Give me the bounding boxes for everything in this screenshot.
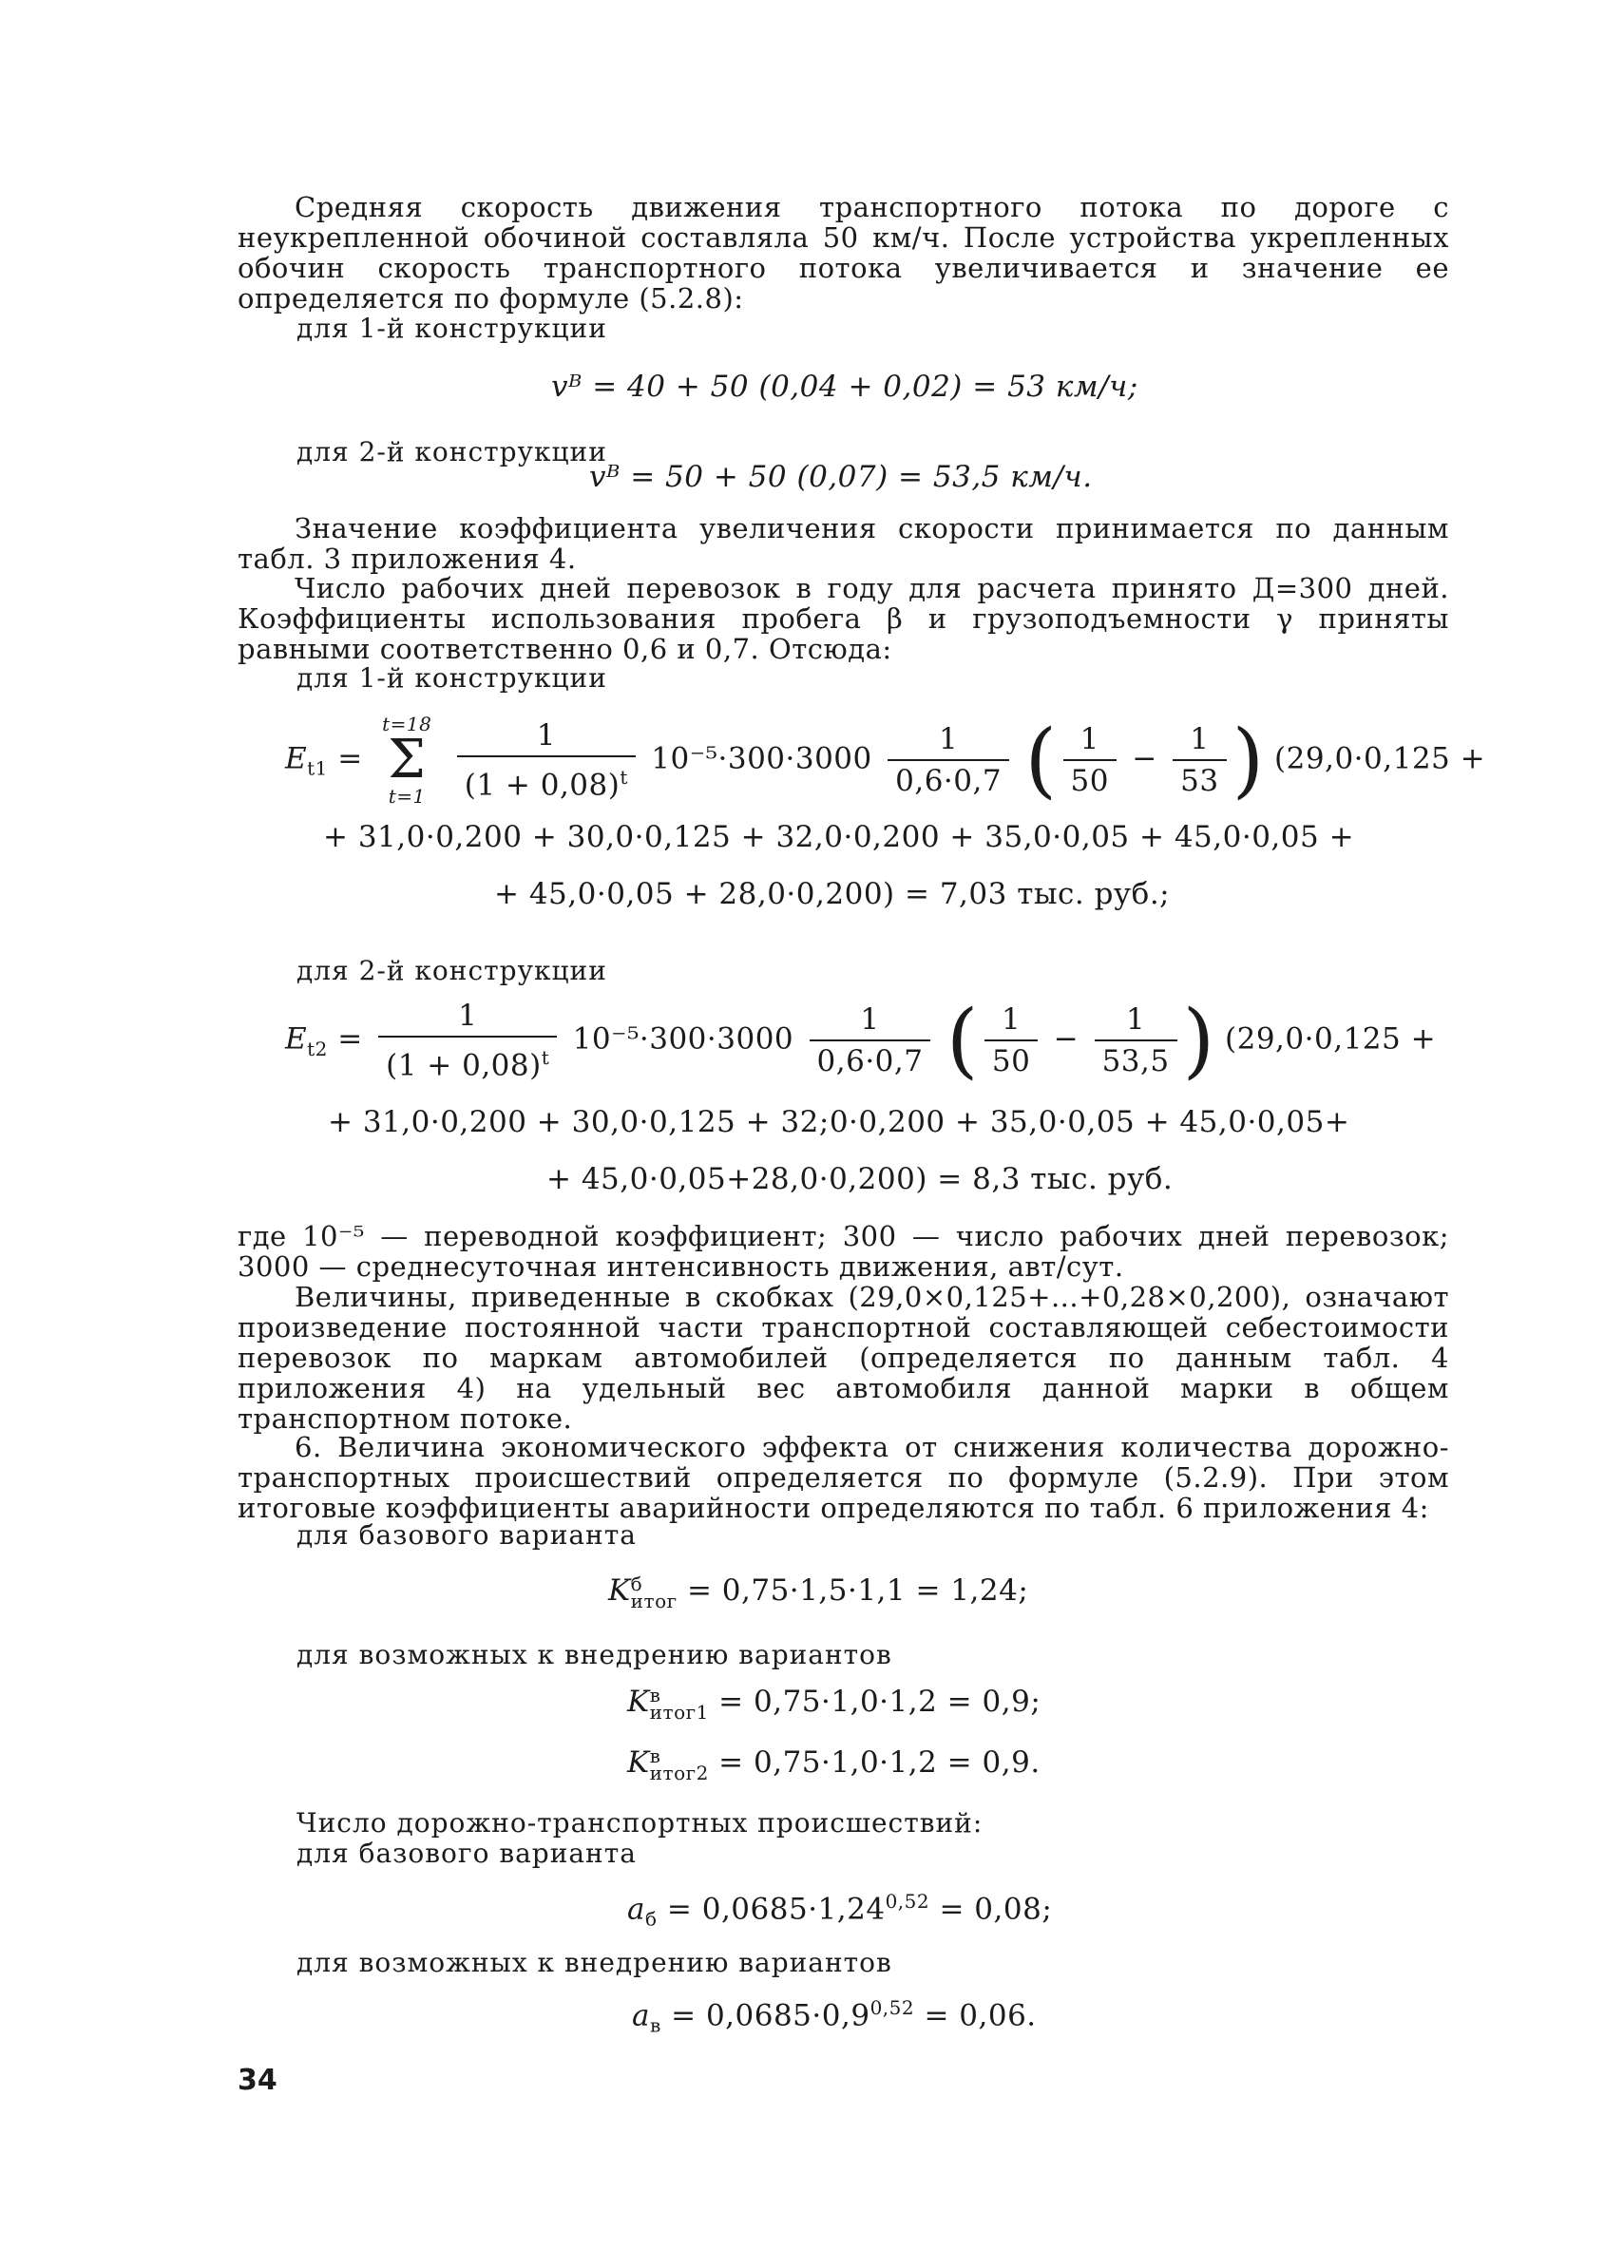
e2-frac-discount: $\frac{1}{(1 + 0,08)^t}$: [378, 998, 557, 1083]
e1-frac-53: $\frac{1}{53}$: [1173, 721, 1226, 799]
left-paren-icon: (: [1024, 713, 1058, 808]
sigma-icon: Σ: [388, 729, 427, 791]
e1-lhs: E: [285, 741, 308, 776]
label-construction-1: для 1-й конструкции: [296, 313, 607, 344]
paragraph-accident-effect: 6. Величина экономического эффекта от снижения количества дорожно-транспортных происшествий определяется по формуле (5.2.9). При этом итоговые коэффициенты аварийности определяются по табл. 6 приложения 4:: [238, 1431, 1449, 1524]
e1-minus: −: [1132, 741, 1157, 776]
label-base-variant-2: для базового варианта: [296, 1838, 637, 1869]
e1-frac-discount: $\frac{1}{(1 + 0,08)^t}$: [457, 717, 636, 803]
paragraph-speed-intro: Средняя скорость движения транспортного потока по дороге с неукрепленной обочиной составляла 50 км/ч. После устройства укрепленных обочин скорость транспортного потока увеличивается и значение ее определяется по формуле (5.2.8):: [238, 191, 1449, 314]
e1-sum-top: t=18: [382, 713, 432, 735]
e1-sum-bottom: t=1: [388, 785, 426, 808]
e2-frac-50: $\frac{1}{50}$: [984, 1001, 1038, 1079]
e1-mid: 10⁻⁵·300·3000: [651, 741, 872, 776]
e1-tail: (29,0·0,125 +: [1274, 741, 1486, 776]
e1-summation: [382, 715, 431, 806]
label-base-variant: для базового варианта: [296, 1519, 637, 1551]
e2-equals: =: [337, 1021, 363, 1057]
e2-lhs: E: [285, 1021, 308, 1057]
formula-e2-line3: + 45,0·0,05+28,0·0,200) = 8,3 тыс. руб.: [546, 1162, 1174, 1196]
e1-equals: =: [337, 741, 363, 776]
label-possible-variants: для возможных к внедрению вариантов: [296, 1639, 892, 1670]
e2-frac-53-5: $\frac{1}{53,5}$: [1095, 1001, 1177, 1079]
label-construction-2b: для 2-й конструкции: [296, 955, 607, 986]
left-paren-icon: (: [946, 993, 979, 1089]
formula-e2-line2: + 31,0·0,200 + 30,0·0,125 + 32;0·0,200 + 35,0·0,05 + 45,0·0,05+: [328, 1105, 1350, 1139]
formula-e1-line3: + 45,0·0,05 + 28,0·0,200) = 7,03 тыс. руб.;: [494, 877, 1171, 911]
formula-e1-line1: [285, 715, 1485, 806]
label-possible-variants-2: для возможных к внедрению вариантов: [296, 1947, 892, 1978]
label-accidents-count: Число дорожно-транспортных происшествий:: [296, 1807, 984, 1839]
e1-lhs-sub: t1: [307, 756, 328, 780]
formula-k-base: K б итог = 0,75·1,5·1,1 = 1,24;: [608, 1572, 1029, 1612]
e2-frac-coef: $\frac{1}{0,6\cdot 0,7}$: [810, 1001, 931, 1079]
label-construction-1b: для 1-й конструкции: [296, 662, 607, 694]
paragraph-where: где 10⁻⁵ — переводной коэффициент; 300 — число рабочих дней перевозок; 3000 — среднесуточная интенсивность движения, авт/сут.: [238, 1220, 1449, 1283]
paragraph-working-days: Число рабочих дней перевозок в году для расчета принято Д=300 дней. Коэффициенты использования пробега β и грузоподъемности γ приняты равными соответственно 0,6 и 0,7. Отсюда:: [238, 572, 1449, 665]
e2-tail: (29,0·0,125 +: [1225, 1021, 1437, 1057]
formula-a-base: $a_б = 0,0685\cdot 1,24^{0,52} = 0,08$;: [627, 1890, 1053, 1931]
right-paren-icon: ): [1232, 713, 1265, 808]
formula-k-v2: K в итог2 = 0,75·1,0·1,2 = 0,9.: [627, 1744, 1041, 1784]
formula-speed-2: vᴮ = 50 + 50 (0,07) = 53,5 км/ч.: [589, 460, 1093, 494]
label-construction-2: для 2-й конструкции: [296, 436, 607, 467]
e2-minus: −: [1053, 1021, 1079, 1057]
formula-speed-1: vᴮ = 40 + 50 (0,04 + 0,02) = 53 км/ч;: [551, 370, 1138, 404]
paragraph-values-in-brackets: Величины, приведенные в скобках (29,0×0,125+...+0,28×0,200), означают произведение постоянной части транспортной составляющей себестоимости перевозок по маркам автомобилей (определяется по данным табл. 4 приложения 4) на удельный вес автомобиля данной марки в общем транспортном потоке.: [238, 1281, 1449, 1435]
e1-frac-50: $\frac{1}{50}$: [1063, 721, 1117, 799]
page-number: 34: [238, 2064, 277, 2097]
paragraph-speed-coef: Значение коэффициента увеличения скорости принимается по данным табл. 3 приложения 4.: [238, 512, 1449, 575]
formula-a-v: $a_в = 0,0685\cdot 0,9^{0,52} = 0,06$.: [632, 1996, 1037, 2037]
e2-lhs-sub: t2: [307, 1037, 328, 1060]
e1-frac-coef: $\frac{1}{0,6\cdot 0,7}$: [888, 721, 1009, 799]
right-paren-icon: ): [1182, 993, 1215, 1089]
formula-e1-line2: + 31,0·0,200 + 30,0·0,125 + 32,0·0,200 + 35,0·0,05 + 45,0·0,05 +: [323, 820, 1355, 854]
e2-mid: 10⁻⁵·300·3000: [572, 1021, 794, 1057]
formula-k-v1: K в итог1 = 0,75·1,0·1,2 = 0,9;: [627, 1683, 1041, 1724]
formula-e2-line1: [285, 993, 1437, 1089]
